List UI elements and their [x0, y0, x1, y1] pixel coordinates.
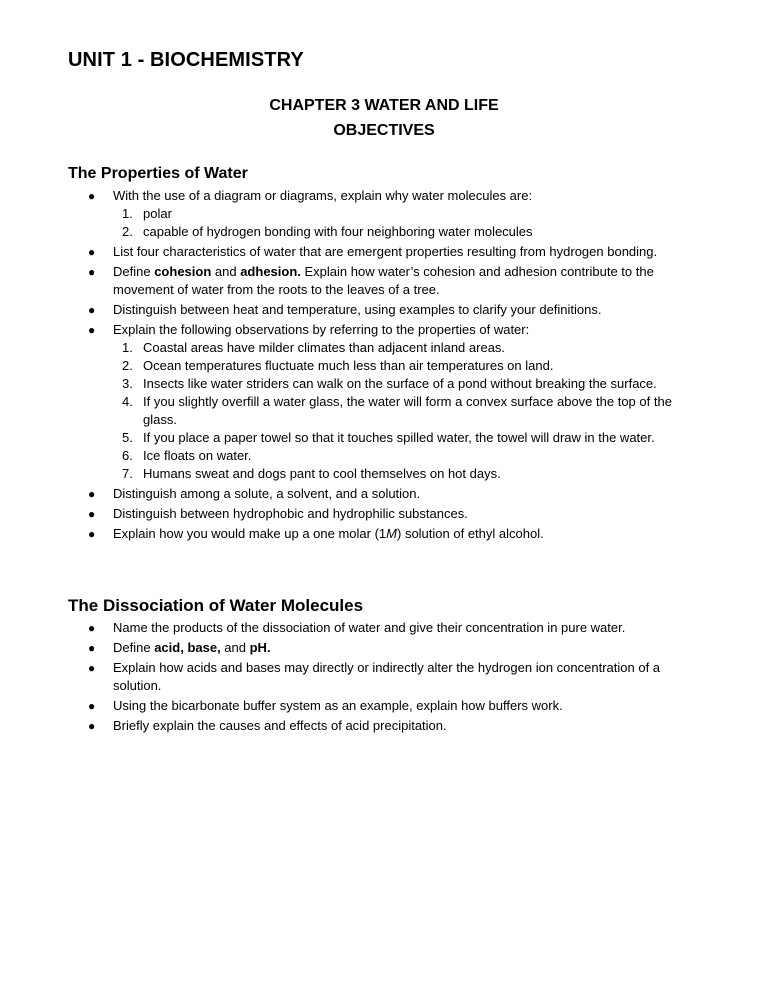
item-text: Insects like water striders can walk on the surface of a pond without breaking the surface.	[143, 376, 657, 391]
item-number: 4.	[122, 394, 133, 409]
item-number: 1.	[122, 206, 133, 221]
numbered-sublist	[113, 339, 708, 483]
objective-item	[68, 243, 708, 261]
objective-text: List four characteristics of water that are emergent properties resulting from hydrogen bonding.	[113, 244, 658, 259]
objective-item	[68, 485, 708, 503]
item-number: 7.	[122, 466, 133, 481]
item-number: 2.	[122, 224, 133, 239]
item-number: 2.	[122, 358, 133, 373]
item-number: 6.	[122, 448, 133, 463]
item-text: polar	[143, 206, 172, 221]
bullet-icon: ●	[88, 189, 96, 203]
bold-term: adhesion.	[240, 264, 301, 279]
objective-list	[68, 619, 708, 735]
bold-term: pH.	[249, 640, 271, 655]
text-run: Explain how water’s cohesion and adhesion contribute to the movement of water from the roots to the leaves of a tree.	[113, 264, 654, 297]
objective-text: Explain how acids and bases may directly or indirectly alter the hydrogen ion concentration of a solution.	[113, 660, 661, 693]
bullet-icon: ●	[88, 699, 96, 713]
unit-title: UNIT 1 - BIOCHEMISTRY	[68, 49, 304, 71]
objective-text: Distinguish among a solute, a solvent, and a solution.	[113, 486, 421, 501]
objective-item	[68, 525, 708, 543]
section-heading: The Dissociation of Water Molecules	[68, 596, 364, 615]
objective-text: Using the bicarbonate buffer system as an example, explain how buffers work.	[113, 698, 563, 713]
numbered-item	[113, 447, 708, 465]
objective-item	[68, 659, 708, 695]
text-run: Define	[113, 640, 155, 655]
text-run: and	[220, 640, 250, 655]
item-text: Ocean temperatures fluctuate much less than air temperatures on land.	[143, 358, 554, 373]
item-number: 1.	[122, 340, 133, 355]
text-run: Explain how you would make up a one molar (1	[113, 526, 387, 541]
section-dissociation-of-water	[68, 596, 708, 737]
bullet-icon: ●	[88, 661, 96, 675]
objective-item	[68, 717, 708, 735]
section-heading: The Properties of Water	[68, 165, 248, 182]
numbered-item	[113, 357, 708, 375]
text-run: and	[211, 264, 241, 279]
objective-item	[68, 639, 708, 657]
objective-text: Distinguish between hydrophobic and hydrophilic substances.	[113, 506, 468, 521]
objective-text: Explain the following observations by referring to the properties of water:	[113, 322, 530, 337]
objective-item	[68, 619, 708, 637]
item-text: If you place a paper towel so that it touches spilled water, the towel will draw in the water.	[143, 430, 655, 445]
bullet-icon: ●	[88, 245, 96, 259]
bullet-icon: ●	[88, 719, 96, 733]
objective-text: Briefly explain the causes and effects of acid precipitation.	[113, 718, 447, 733]
objective-text: Distinguish between heat and temperature, using examples to clarify your definitions.	[113, 302, 602, 317]
bullet-icon: ●	[88, 323, 96, 337]
item-number: 5.	[122, 430, 133, 445]
item-text: If you slightly overfill a water glass, the water will form a convex surface above the top of the glass.	[143, 394, 672, 427]
text-run: Define	[113, 264, 155, 279]
item-text: Coastal areas have milder climates than adjacent inland areas.	[143, 340, 506, 355]
text-run: ) solution of ethyl alcohol.	[397, 526, 544, 541]
section-properties-of-water	[68, 164, 708, 545]
chapter-title: CHAPTER 3 WATER AND LIFE	[269, 97, 499, 114]
item-text: capable of hydrogen bonding with four neighboring water molecules	[143, 224, 533, 239]
objective-text: Name the products of the dissociation of water and give their concentration in pure water.	[113, 620, 626, 635]
objective-item	[68, 263, 708, 299]
objective-list	[68, 187, 708, 543]
bold-term: cohesion	[154, 264, 212, 279]
objective-item	[68, 301, 708, 319]
objective-item	[68, 321, 708, 483]
numbered-item	[113, 429, 708, 447]
numbered-item	[113, 205, 708, 223]
italic-term: M	[386, 526, 397, 541]
objectives-title: OBJECTIVES	[333, 122, 435, 139]
numbered-item	[113, 465, 708, 483]
numbered-sublist	[113, 205, 708, 241]
objective-item	[68, 505, 708, 523]
bullet-icon: ●	[88, 265, 96, 279]
objective-item	[68, 187, 708, 241]
chapter-header	[0, 93, 768, 143]
bullet-icon: ●	[88, 303, 96, 317]
bullet-icon: ●	[88, 641, 96, 655]
item-text: Humans sweat and dogs pant to cool themselves on hot days.	[143, 466, 501, 481]
bullet-icon: ●	[88, 487, 96, 501]
numbered-item	[113, 375, 708, 393]
objective-text: With the use of a diagram or diagrams, explain why water molecules are:	[113, 188, 533, 203]
numbered-item	[113, 223, 708, 241]
item-number: 3.	[122, 376, 133, 391]
bullet-icon: ●	[88, 507, 96, 521]
bullet-icon: ●	[88, 527, 96, 541]
bold-term: acid, base,	[154, 640, 221, 655]
item-text: Ice floats on water.	[143, 448, 252, 463]
numbered-item	[113, 339, 708, 357]
objective-item	[68, 697, 708, 715]
bullet-icon: ●	[88, 621, 96, 635]
numbered-item	[113, 393, 708, 429]
